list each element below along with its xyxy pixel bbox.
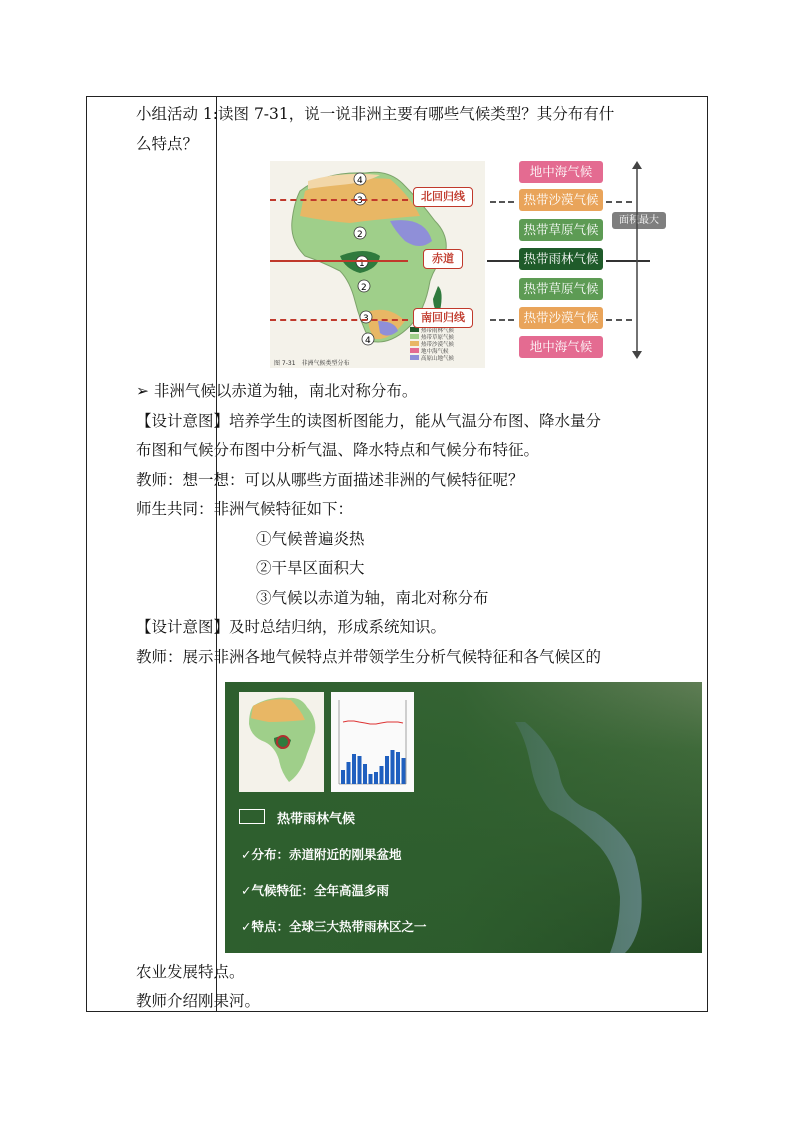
activity-line-2: 么特点？ (136, 135, 199, 153)
slide-point-feature: ✓特点：全球三大热带雨林区之一 (241, 919, 427, 934)
largest-area-callout: 面积最大 (612, 212, 666, 229)
feature-item-3: ③气候以赤道为轴，南北对称分布 (256, 589, 489, 607)
figure-caption: 图 7-31 非洲气候类型分布 (274, 360, 350, 367)
legend-label: 热带沙漠气候 (421, 342, 455, 348)
design-intent-summary: 【设计意图】及时总结归纳，形成系统知识。 (136, 618, 447, 636)
feature-item-2: ②干旱区面积大 (256, 559, 365, 577)
band-rainforest: 热带雨林气候 (519, 248, 603, 270)
climate-chart (331, 692, 414, 792)
legend-label: 地中海气候 (421, 349, 449, 355)
congo-line: 教师介绍刚果河。 (136, 992, 261, 1010)
zone-number: 4 (365, 336, 371, 346)
band-savanna-north: 热带草原气候 (519, 219, 603, 241)
band-desert-north: 热带沙漠气候 (519, 189, 603, 211)
bullet-text: 非洲气候以赤道为轴，南北对称分布。 (153, 382, 418, 400)
inset-africa-map (239, 692, 324, 792)
band-mediterranean-south: 地中海气候 (519, 336, 603, 358)
band-desert-south: 热带沙漠气候 (519, 307, 603, 329)
arrow-bullet-icon: ➢ (136, 382, 154, 400)
teacher-show-line: 教师：展示非洲各地气候特点并带领学生分析气候特征和各气候区的 (136, 648, 602, 666)
slide-point-climate: ✓气候特征：全年高温多雨 (241, 883, 389, 898)
legend-label: 热带雨林气候 (421, 328, 455, 334)
activity-line-1: 小组活动 1:读图 7-31，说一说非洲主要有哪些气候类型？其分布有什 (136, 105, 615, 123)
symmetry-arrow-icon (631, 161, 643, 359)
zone-number: 3 (363, 314, 369, 324)
left-column-cell (87, 97, 217, 1011)
climate-map-figure (270, 161, 659, 368)
zone-number: 1 (359, 259, 365, 269)
legend-swatch (239, 809, 265, 824)
tropic-of-capricorn-label: 南回归线 (413, 308, 473, 328)
tropic-of-cancer-label: 北回归线 (413, 187, 473, 207)
zone-number: 2 (357, 230, 363, 240)
design-intent-line-2: 布图和气候分布图中分析气温、降水特点和气候分布特征。 (136, 441, 540, 459)
tropic-of-capricorn-line (270, 319, 408, 321)
slide-legend-title: 热带雨林气候 (277, 812, 356, 827)
feature-item-1: ①气候普遍炎热 (256, 530, 365, 548)
bullet-line (136, 381, 417, 401)
slide-point-distribution: ✓分布：赤道附近的刚果盆地 (241, 847, 402, 862)
zone-number: 3 (357, 196, 363, 206)
band-mediterranean-north: 地中海气候 (519, 161, 603, 183)
teacher-question: 教师：想一想：可以从哪些方面描述非洲的气候特征呢？ (136, 471, 524, 489)
rainforest-slide (225, 682, 702, 953)
band-savanna-south: 热带草原气候 (519, 278, 603, 300)
legend-label: 高原山地气候 (421, 356, 455, 362)
tropic-of-cancer-line (270, 199, 408, 201)
zone-number: 4 (357, 176, 363, 186)
equator-label: 赤道 (423, 249, 463, 269)
zone-number: 2 (361, 283, 367, 293)
equator-line (270, 260, 408, 262)
agri-line: 农业发展特点。 (136, 963, 245, 981)
design-intent-line-1: 【设计意图】培养学生的读图析图能力，能从气温分布图、降水量分 (136, 412, 602, 430)
legend-label: 热带草原气候 (421, 335, 455, 341)
together-line: 师生共同：非洲气候特征如下： (136, 500, 354, 518)
